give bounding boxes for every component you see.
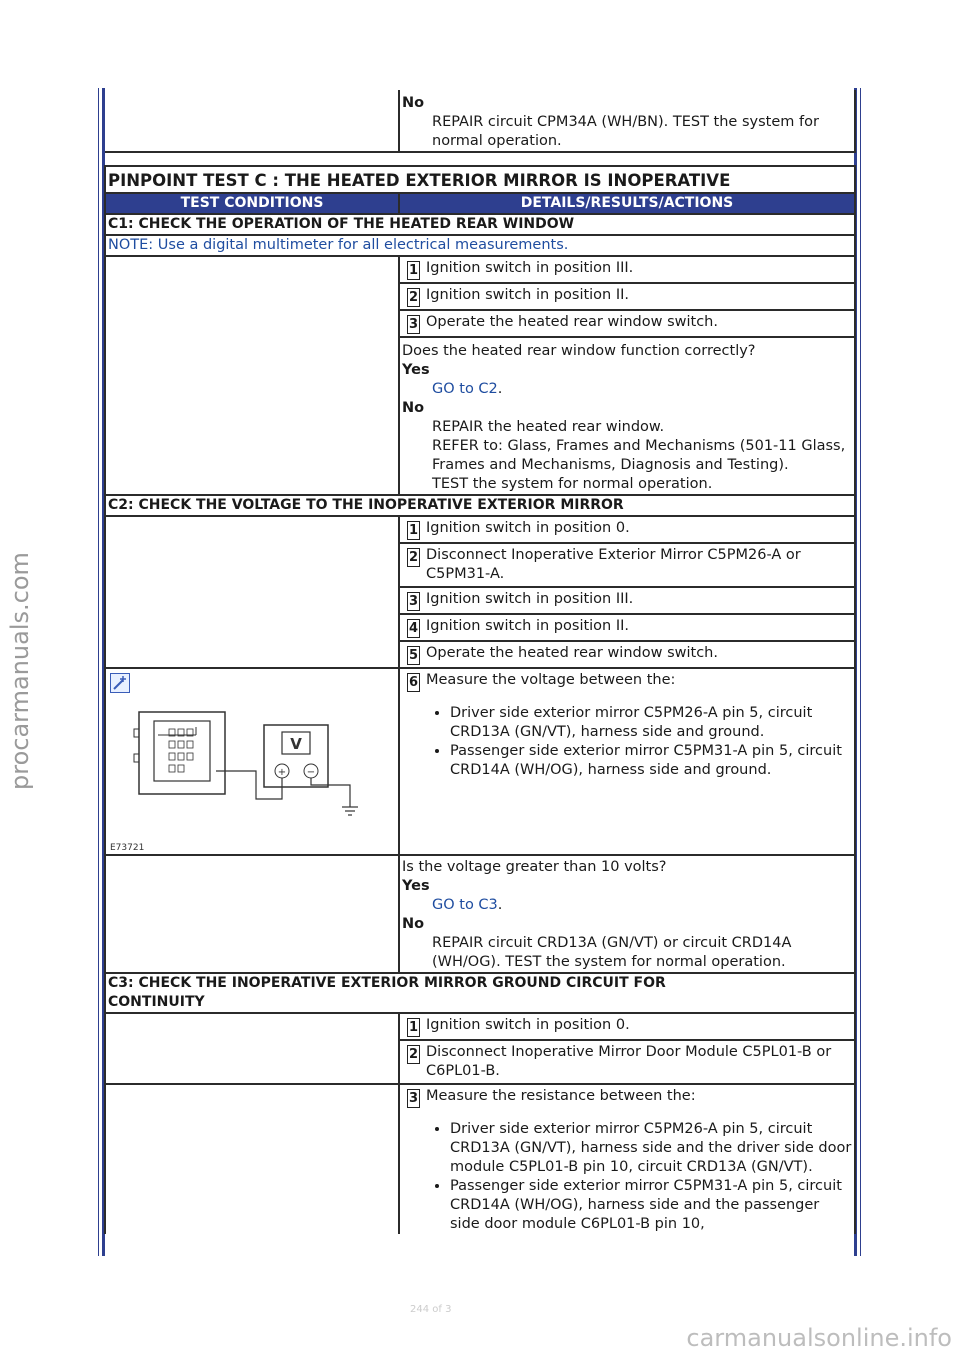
c2-question: Is the voltage greater than 10 volts? — [402, 859, 667, 875]
c2-step-4: 4 Ignition switch in position II. — [399, 614, 855, 641]
c3-bullet-passenger: • Passenger side exterior mirror C5PM31-A pin 5, circuit CRD14A (WH/OG), harness side and the passenger side door module C6PL01-B pin 10, — [450, 1177, 852, 1234]
c2-go-to-c3-link[interactable]: GO to C3 — [432, 897, 498, 913]
no-label: No — [402, 95, 425, 111]
svg-text:+: + — [277, 767, 287, 778]
c2-step-1: 1 Ignition switch in position 0. — [399, 516, 855, 543]
c3-title: C3: CHECK THE INOPERATIVE EXTERIOR MIRROR GROUND CIRCUIT FOR CONTINUITY — [105, 973, 855, 1013]
left-outer-rule — [98, 88, 99, 1256]
top-no-row — [105, 90, 855, 152]
footer-watermark: carmanualsonline.info — [686, 1324, 952, 1352]
figure-id: E73721 — [110, 843, 145, 853]
c1-step-2: 2 Ignition switch in position II. — [399, 283, 855, 310]
c2-bullet-passenger: • Passenger side exterior mirror C5PM31-A pin 5, circuit CRD14A (WH/OG), harness side and ground. — [450, 742, 852, 780]
side-watermark: procarmanuals.com — [6, 552, 34, 790]
c1-note: NOTE: Use a digital multimeter for all electrical measurements. — [105, 235, 855, 256]
c1-result: Does the heated rear window function correctly? Yes GO to C2. No REPAIR the heated rear window. REFER to: Glass, Frames and Mechanisms (501-11 Glass, Frames and Mechanisms, Diagnosis and Testing). TEST the system for normal operation. — [399, 337, 855, 495]
c2-diagram-cell — [105, 668, 399, 855]
c2-bullet-driver: • Driver side exterior mirror C5PM26-A pin 5, circuit CRD13A (GN/VT), harness side and ground. — [450, 704, 852, 742]
c3-step-1: 1 Ignition switch in position 0. — [399, 1013, 855, 1040]
c2-step-3: 3 Ignition switch in position III. — [399, 587, 855, 614]
test-title: PINPOINT TEST C : THE HEATED EXTERIOR MIRROR IS INOPERATIVE — [105, 166, 855, 193]
page-number: 244 of 3 — [410, 1304, 452, 1315]
c3-step-2: 2 Disconnect Inoperative Mirror Door Module C5PL01-B or C6PL01-B. — [399, 1040, 855, 1084]
c3-bullet-driver: • Driver side exterior mirror C5PM26-A pin 5, circuit CRD13A (GN/VT), harness side and the driver side door module C5PL01-B pin 10, circuit CRD13A (GN/VT). — [450, 1120, 852, 1177]
right-outer-rule — [860, 88, 861, 1256]
c2-step-2: 2 Disconnect Inoperative Exterior Mirror C5PM26-A or C5PM31-A. — [399, 543, 855, 587]
c2-step-5: 5 Operate the heated rear window switch. — [399, 641, 855, 668]
no-action-text: REPAIR circuit CPM34A (WH/BN). TEST the system for normal operation. — [432, 114, 819, 149]
c3-step-3: 3 Measure the resistance between the: • Driver side exterior mirror C5PM26-A pin 5, circuit CRD13A (GN/VT), harness side and the driver side door module C5PL01-B pin 10, circuit CRD13A (GN/VT). • Passenger side exterior mirror C5PM31-A pin 5, circuit CRD14A (WH/OG), harness side and the passenger side door module C6PL01-B pin 10, — [399, 1084, 855, 1234]
voltage-measurement-diagram — [106, 669, 396, 854]
c1-go-to-c2-link[interactable]: GO to C2 — [432, 381, 498, 397]
header-details: DETAILS/RESULTS/ACTIONS — [399, 193, 855, 214]
c2-result: Is the voltage greater than 10 volts? Yes GO to C3. No REPAIR circuit CRD13A (GN/VT) or circuit CRD14A (WH/OG). TEST the system for normal operation. — [399, 855, 855, 973]
c1-step-3: 3 Operate the heated rear window switch. — [399, 310, 855, 337]
svg-text:V: V — [290, 735, 302, 753]
svg-text:−: − — [306, 767, 316, 778]
c1-question: Does the heated rear window function correctly? — [402, 343, 756, 359]
c1-title: C1: CHECK THE OPERATION OF THE HEATED REAR WINDOW — [105, 214, 855, 235]
pinpoint-test-table — [104, 90, 856, 1234]
header-test-conditions: TEST CONDITIONS — [105, 193, 399, 214]
c2-title: C2: CHECK THE VOLTAGE TO THE INOPERATIVE EXTERIOR MIRROR — [105, 495, 855, 516]
c1-step-1: 1 Ignition switch in position III. — [399, 256, 855, 283]
c2-step-6: 6 Measure the voltage between the: • Driver side exterior mirror C5PM26-A pin 5, circuit CRD13A (GN/VT), harness side and ground. • Passenger side exterior mirror C5PM31-A pin 5, circuit CRD14A (WH/OG), harness side and ground. — [399, 668, 855, 855]
